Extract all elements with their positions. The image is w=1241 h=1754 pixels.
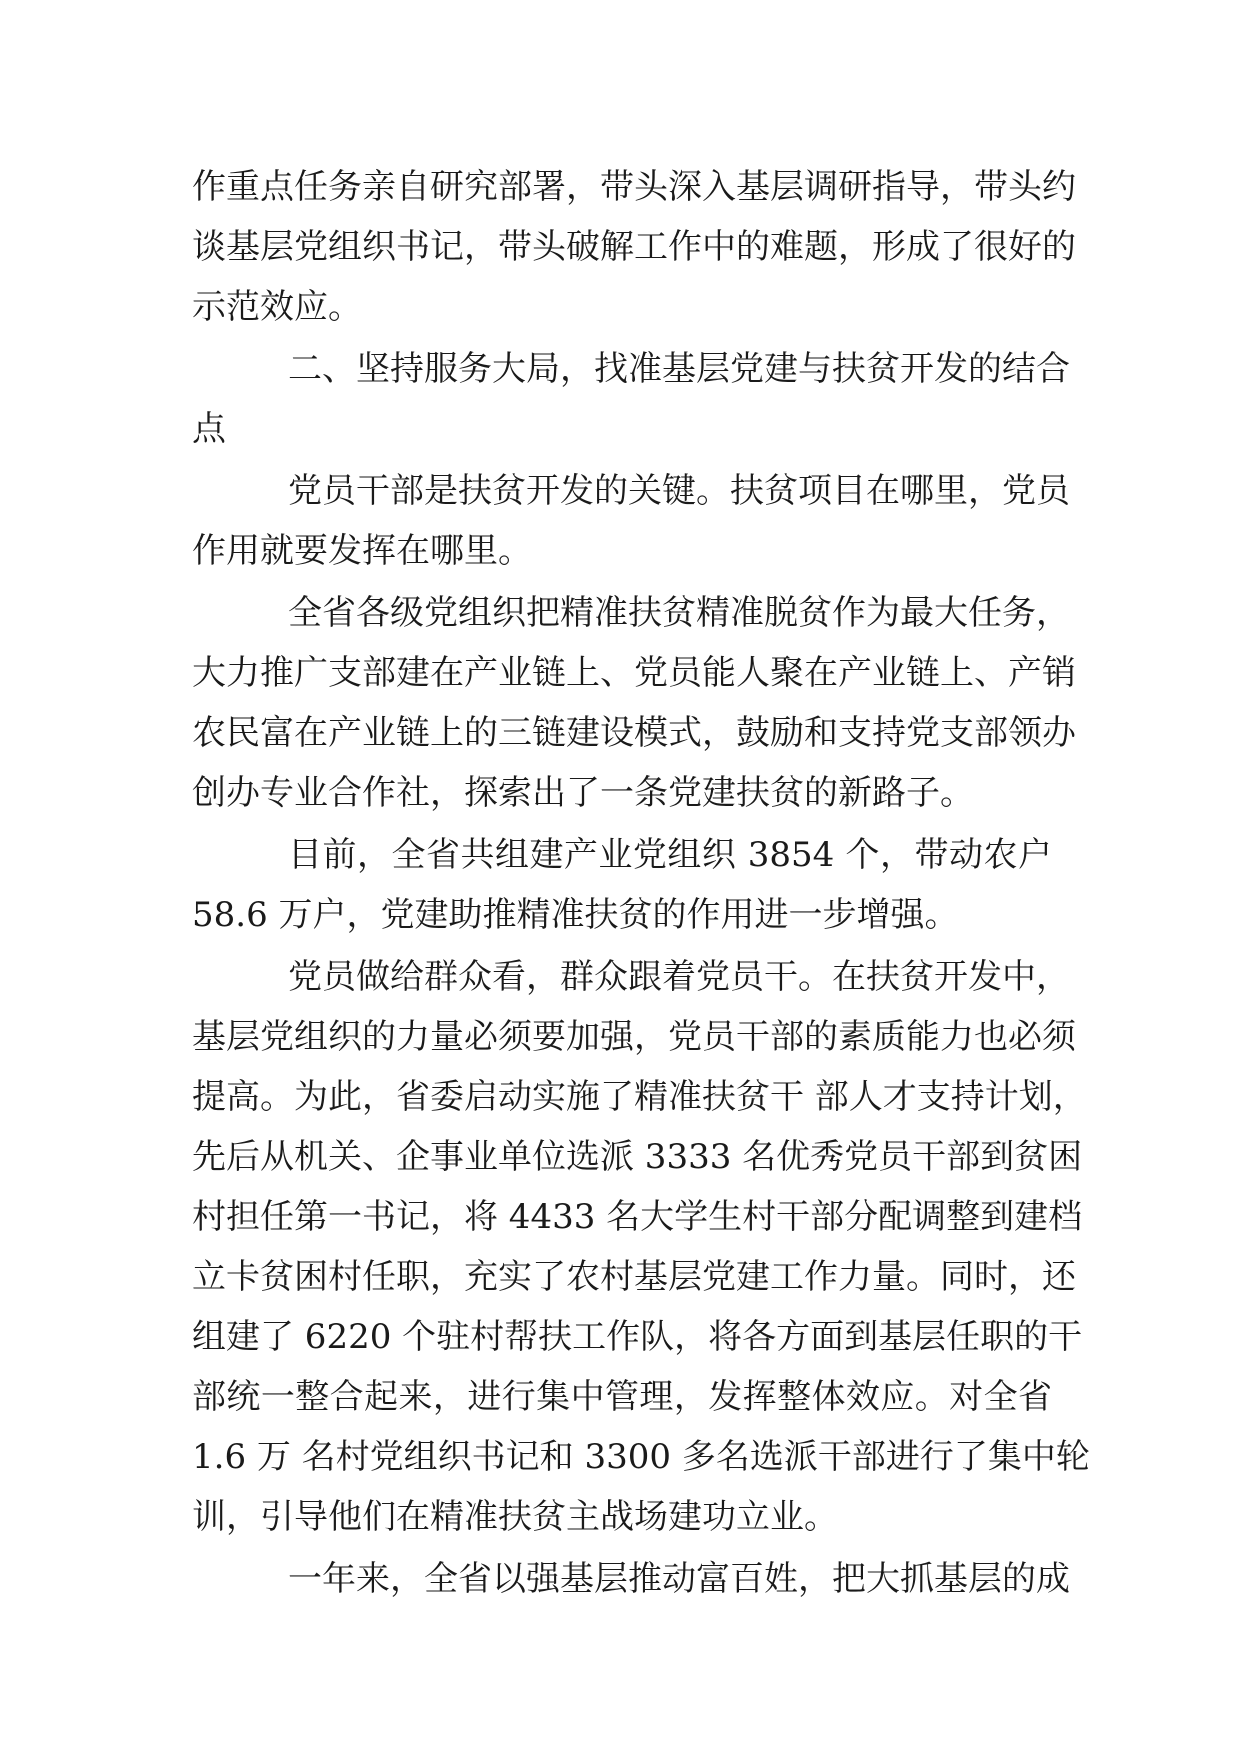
text-line: 基层党组织的力量必须要加强，党员干部的素质能力也必须	[192, 1017, 1076, 1057]
paragraph	[192, 945, 1090, 1547]
text-line: 部统一整合起来，进行集中管理，发挥整体效应。对全省	[192, 1377, 1052, 1417]
paragraph	[192, 459, 1070, 581]
text-line: 村担任第一书记，将 4433 名大学生村干部分配调整到建档	[192, 1197, 1083, 1237]
text-line: 创办专业合作社，探索出了一条党建扶贫的新路子。	[192, 773, 974, 813]
text-line: 二、坚持服务大局，找准基层党建与扶贫开发的结合	[288, 349, 1070, 389]
text-line: 谈基层党组织书记，带头破解工作中的难题，形成了很好的	[192, 227, 1076, 267]
text-line: 58.6 万户，党建助推精准扶贫的作用进一步增强。	[192, 895, 959, 935]
text-line: 全省各级党组织把精准扶贫精准脱贫作为最大任务，	[288, 593, 1070, 633]
paragraph	[192, 1547, 1070, 1609]
text-line: 训，引导他们在精准扶贫主战场建功立业。	[192, 1497, 838, 1537]
text-line: 党员做给群众看，群众跟着党员干。在扶贫开发中，	[288, 957, 1070, 997]
paragraph	[192, 155, 1076, 337]
text-line: 作用就要发挥在哪里。	[192, 531, 532, 571]
text-line: 1.6 万 名村党组织书记和 3300 多名选派干部进行了集中轮	[192, 1437, 1090, 1477]
text-line: 点	[192, 409, 226, 449]
text-line: 示范效应。	[192, 287, 362, 327]
text-line: 目前，全省共组建产业党组织 3854 个，带动农户	[288, 835, 1052, 875]
text-line: 农民富在产业链上的三链建设模式，鼓励和支持党支部领办	[192, 713, 1076, 753]
section-heading	[192, 337, 1070, 459]
text-line: 先后从机关、企事业单位选派 3333 名优秀党员干部到贫困	[192, 1137, 1083, 1177]
text-line: 立卡贫困村任职，充实了农村基层党建工作力量。同时，还	[192, 1257, 1076, 1297]
paragraph	[192, 823, 1052, 945]
text-line: 党员干部是扶贫开发的关键。扶贫项目在哪里，党员	[288, 471, 1070, 511]
text-line: 一年来，全省以强基层推动富百姓，把大抓基层的成	[288, 1559, 1070, 1599]
text-line: 组建了 6220 个驻村帮扶工作队，将各方面到基层任职的干	[192, 1317, 1083, 1357]
text-line: 大力推广支部建在产业链上、党员能人聚在产业链上、产销	[192, 653, 1076, 693]
document-body	[192, 155, 1090, 1609]
text-line: 作重点任务亲自研究部署，带头深入基层调研指导，带头约	[192, 167, 1076, 207]
text-line: 提高。为此，省委启动实施了精准扶贫干 部人才支持计划，	[192, 1077, 1087, 1117]
paragraph	[192, 581, 1076, 823]
